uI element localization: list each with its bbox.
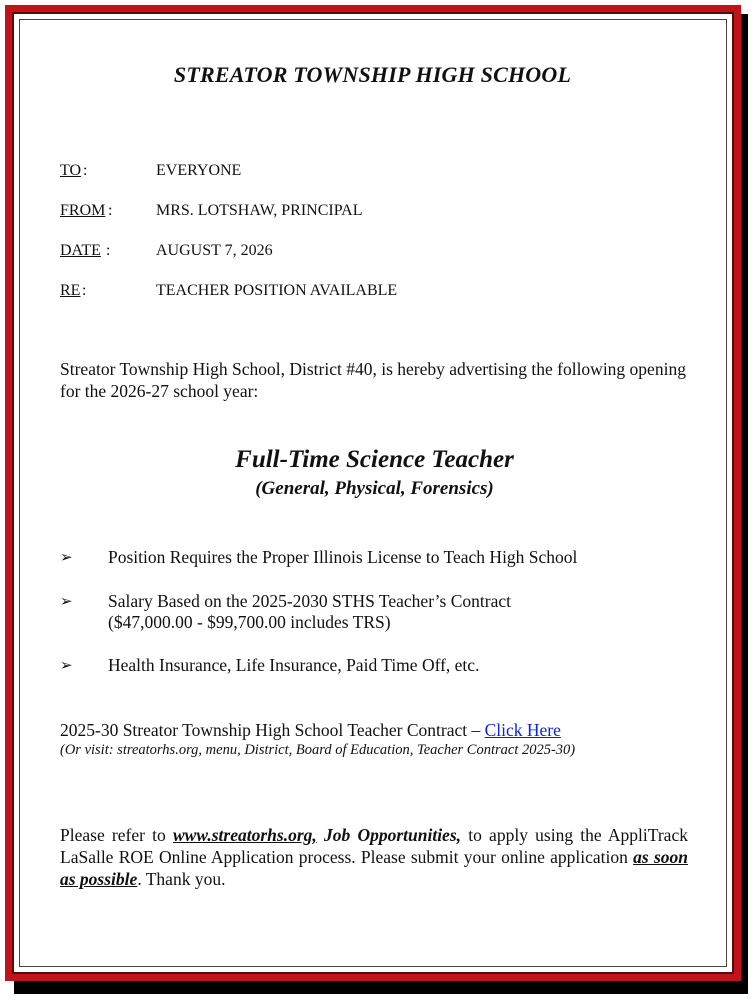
arrow-bullet-icon: ➢ <box>60 548 73 566</box>
bullet-text: Position Requires the Proper Illinois License to Teach High School <box>108 547 578 567</box>
bullet-text: Salary Based on the 2025-2030 STHS Teacher’s Contract <box>108 591 511 611</box>
visit-note: (Or visit: streatorhs.org, menu, District, Board of Education, Teacher Contract 2025-30) <box>60 742 576 758</box>
job-subtitle: (General, Physical, Forensics) <box>255 478 494 499</box>
memo-value-to: EVERYONE <box>156 162 242 179</box>
bullet-text: Health Insurance, Life Insurance, Paid Time Off, etc. <box>108 655 480 675</box>
memo-label-to: TO <box>60 162 82 179</box>
arrow-bullet-icon: ➢ <box>60 656 73 674</box>
contract-text: 2025-30 Streator Township High School Teacher Contract – <box>60 720 485 740</box>
memo-label-re: RE <box>60 282 81 299</box>
memo-colon: : <box>106 242 111 259</box>
memo-value-date: AUGUST 7, 2026 <box>156 242 273 259</box>
job-opportunities-text: Job Opportunities, <box>323 825 462 845</box>
memo-colon: : <box>83 162 88 179</box>
closing-paragraph <box>60 824 688 890</box>
memo-colon: : <box>108 202 113 219</box>
closing-text: . Thank you. <box>137 869 226 889</box>
website-link[interactable]: www.streatorhs.org, <box>172 825 317 845</box>
school-title: STREATOR TOWNSHIP HIGH SCHOOL <box>173 62 572 87</box>
bullet-text-line2: ($47,000.00 - $99,700.00 includes TRS) <box>108 612 391 632</box>
job-title: Full-Time Science Teacher <box>235 446 514 473</box>
arrow-bullet-icon: ➢ <box>60 592 73 610</box>
contract-line <box>60 720 561 741</box>
closing-text: to apply using the AppliTrack LaSalle ROE Online Application process. Please submit your online application <box>60 825 688 867</box>
contract-link[interactable]: Click Here <box>484 720 561 740</box>
memo-value-from: MRS. LOTSHAW, PRINCIPAL <box>156 202 363 219</box>
memo-label-date: DATE <box>60 242 101 259</box>
intro-paragraph: Streator Township High School, District #40, is hereby advertising the following opening for the 2026-27 school year: <box>60 359 686 401</box>
memo-colon: : <box>82 282 87 299</box>
memo-label-from: FROM <box>60 202 106 219</box>
memo-value-re: TEACHER POSITION AVAILABLE <box>156 282 398 299</box>
closing-text: Please refer to <box>60 825 173 845</box>
asap-text: as soon as possible <box>60 847 689 889</box>
